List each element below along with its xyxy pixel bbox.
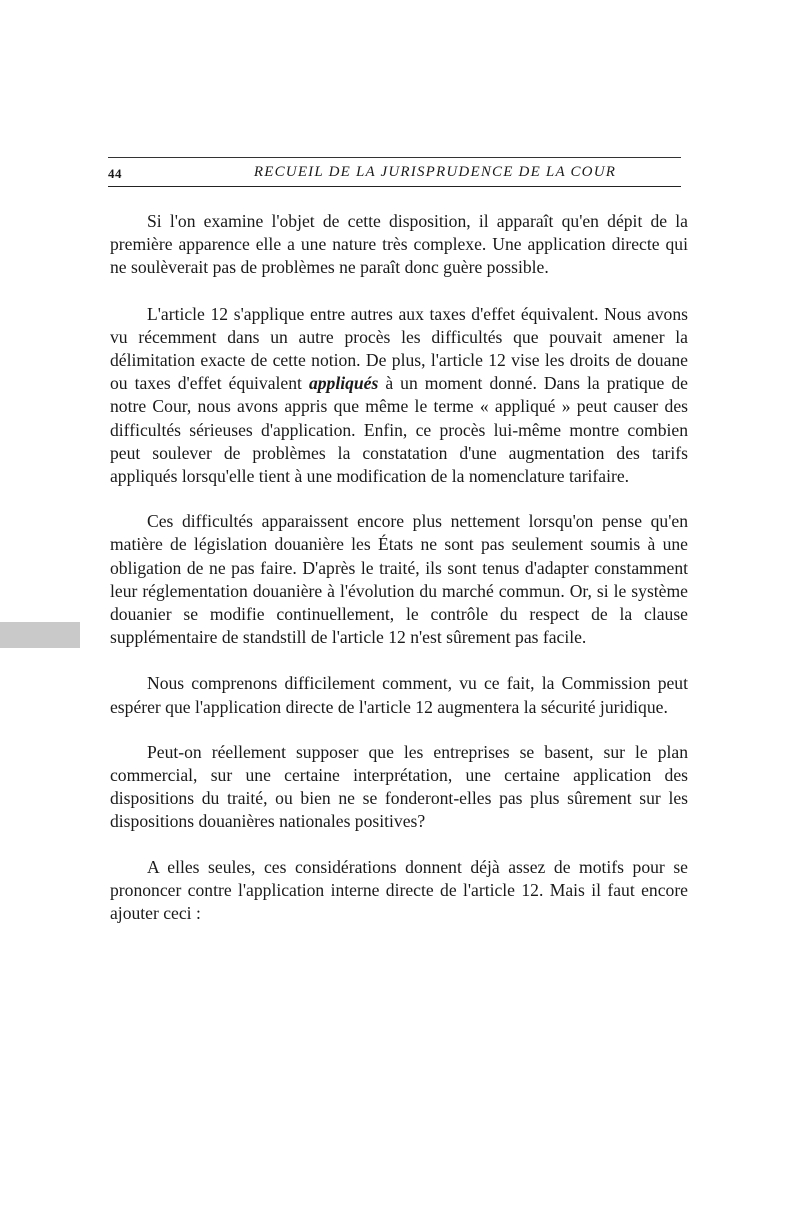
- body-text: [110, 210, 688, 947]
- paragraph-4: Nous comprenons difficilement comment, vu ce fait, la Commission peut espérer que l'application directe de l'article 12 augmentera la sécurité juridique.: [110, 673, 688, 717]
- page-number: 44: [108, 166, 122, 181]
- paragraph-2-text-b: à un moment donné. Dans la pratique de notre Cour, nous avons appris que même le terme « appliqué » peut causer des difficultés sérieuses d'application. Enfin, ce procès lui-même montre combien peut soulever de problèmes la constatation d'une augmentation des tarifs appliqués lorsqu'elle tient à une modification de la nomenclature tarifaire.: [110, 373, 688, 487]
- paragraph-2-text-a: L'article 12 s'applique entre autres aux taxes d'effet équivalent. Nous avons vu récemment dans un autre procès les difficultés que pouvait amener la délimitation exacte de cette notion. De plus, l'article 12 vise les droits de douane ou taxes d'effet équivalent: [110, 303, 688, 394]
- header-rule-top: [108, 157, 681, 158]
- paragraph-6: A elles seules, ces considérations donnent déjà assez de motifs pour se prononcer contre l'application interne directe de l'article 12. Mais il faut encore ajouter ceci :: [110, 856, 688, 924]
- paragraph-5: Peut-on réellement supposer que les entreprises se basent, sur le plan commercial, sur une certaine interprétation, une certaine application des dispositions du traité, ou bien ne se fonderont-elles pas plus sûrement sur les dispositions douanières nationales positives?: [110, 741, 688, 832]
- paragraph-3: Ces difficultés apparaissent encore plus nettement lorsqu'on pense qu'en matière de législation douanière les États ne sont pas seulement soumis à une obligation de ne pas faire. D'après le traité, ils sont tenus d'adapter constamment leur réglementation douanière à l'évolution du marché commun. Or, si le système douanier se modifie continuellement, le contrôle du respect de la clause supplémentaire de standstill de l'article 12 n'est sûrement pas facile.: [110, 511, 688, 648]
- margin-gray-bar: [0, 622, 80, 648]
- paragraph-1: Si l'on examine l'objet de cette disposition, il apparaît qu'en dépit de la première apparence elle a une nature très complexe. Une application directe qui ne soulèverait pas de problèmes ne paraît donc guère possible.: [110, 211, 688, 278]
- header-rule-bottom: [108, 186, 681, 187]
- running-head: RECUEIL DE LA JURISPRUDENCE DE LA COUR: [253, 164, 617, 180]
- paragraph-2: [110, 303, 688, 489]
- emphasis-applied: appliqués: [308, 373, 379, 394]
